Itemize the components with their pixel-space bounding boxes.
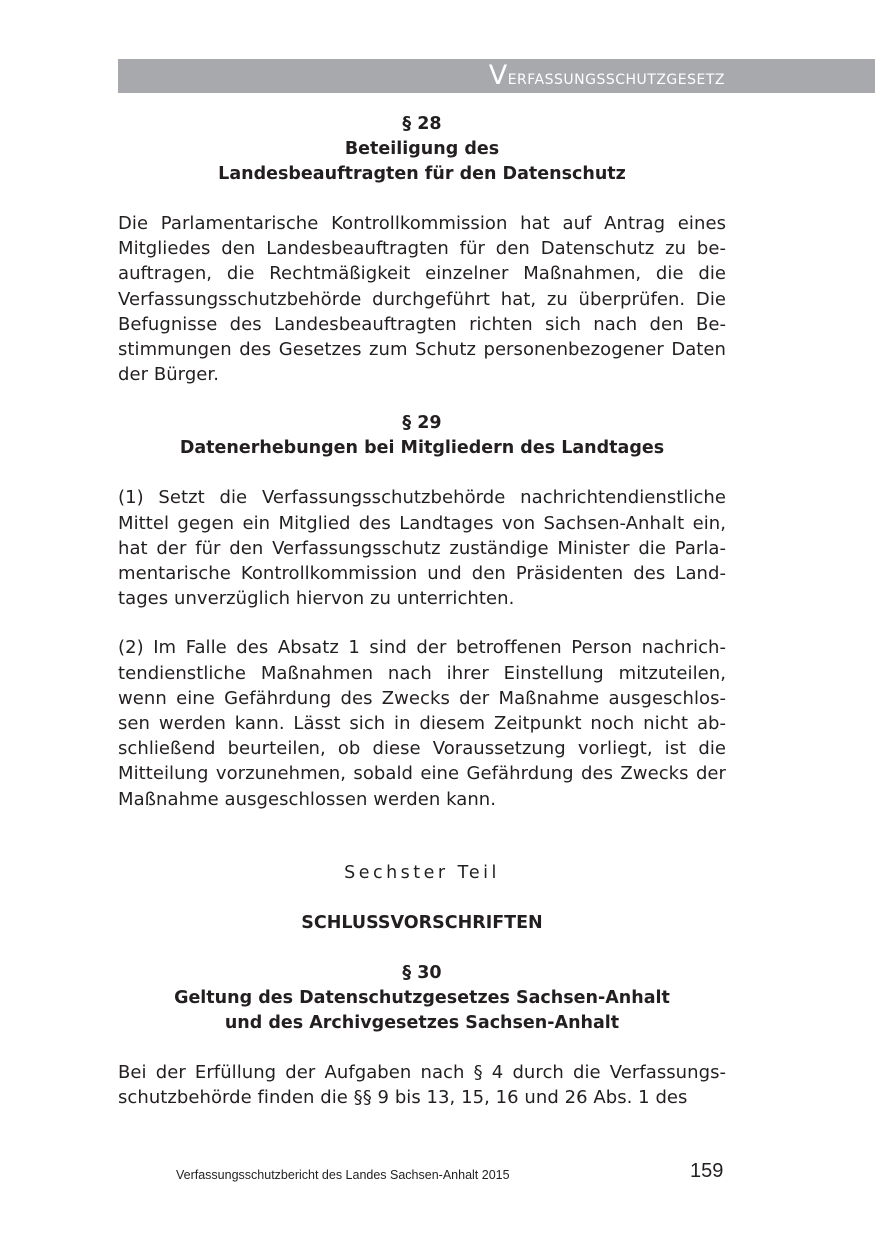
running-header-rest: erfassungsschutzgesetz [507, 65, 725, 89]
section-30-text: Bei der Erfüllung der Aufgaben nach § 4 durch die Verfassungsschutzbehörde finden die §§ 9 bis 13, 15, 16 und 26 Abs. 1 des [118, 1061, 726, 1109]
page-content [118, 112, 726, 1110]
section-29-paragraph-2: (2) Im Falle des Absatz 1 sind der betroffenen Person nachrichtendienstliche Maßnahmen nach ihrer Einstellung mitzuteilen, wenn eine Gefährdung des Zwecks der Maßnahme ausgeschlossen werden kann. Lässt sich in diesem Zeitpunkt noch nicht abschließend beurteilen, ob diese Voraussetzung vorliegt, ist die Mitteilung vorzunehmen, sobald eine Gefährdung des Zwecks der Maßnahme ausgeschlossen werden kann. [118, 637, 726, 810]
section-28-title-line2: Landesbeauftragten für den Datenschutz [218, 164, 626, 184]
part-six [118, 861, 726, 936]
section-30-number: § 30 [402, 962, 442, 983]
section-30-title-line2: und des Archivgesetzes Sachsen-Anhalt [224, 1012, 620, 1033]
page-number: 159 [690, 1160, 724, 1182]
section-30 [118, 961, 726, 1110]
section-29-title: Datenerhebungen bei Mitgliedern des Landtages [179, 438, 665, 459]
section-29 [118, 411, 726, 811]
part-label: Sechster Teil [344, 862, 500, 883]
section-28-text: Die Parlamentarische Kontrollkommission hat auf Antrag eines Mitgliedes den Landesbeauftragten für den Datenschutz zu beauftragen, die Rechtmäßigkeit einzelner Maßnahmen, die die Verfassungsschutzbehörde durchgeführt hat, zu überprüfen. Die Befugnisse des Landesbeauftragten richten sich nach den Bestimmungen des Gesetzes zum Schutz personenbezogener Daten der Bürger. [118, 213, 726, 386]
section-28-number: § 28 [402, 114, 442, 134]
running-header-bar [118, 59, 875, 93]
footer-publication-title: Verfassungsschutzbericht des Landes Sachsen-Anhalt 2015 [176, 1168, 510, 1182]
running-header-title [489, 62, 725, 91]
section-28 [118, 112, 726, 387]
section-28-title-line1: Beteiligung des [344, 139, 500, 159]
running-header-initial: V [488, 60, 508, 91]
part-heading: SCHLUSSVORSCHRIFTEN [301, 912, 543, 933]
section-30-title-line1: Geltung des Datenschutzgesetzes Sachsen-Anhalt [174, 987, 670, 1008]
section-29-number: § 29 [402, 413, 442, 434]
section-29-paragraph-1: (1) Setzt die Verfassungsschutzbehörde nachrichtendienstliche Mittel gegen ein Mitglied des Landtages von Sachsen-Anhalt ein, hat der für den Verfassungsschutz zuständige Minister die Parlamentarische Kontrollkommission und den Präsidenten des Landtages unverzüglich hiervon zu unterrichten. [118, 487, 726, 610]
